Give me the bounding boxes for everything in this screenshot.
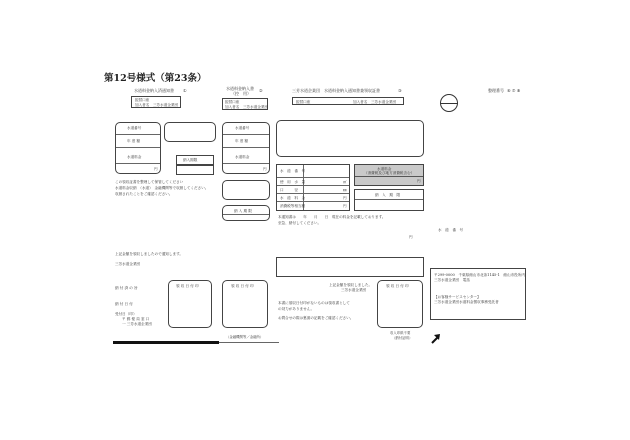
col1-note-3: 収納されたことをご確認ください。	[115, 192, 173, 196]
arrow-icon	[430, 332, 442, 344]
col3-unit-5: 円	[343, 204, 347, 208]
col3-stamp-caption-2: （納付証明）	[392, 336, 413, 340]
col1-header-mark: ①	[183, 88, 187, 93]
col3-stamp-caption-1: 収入印紙不要	[390, 331, 411, 335]
col2-header: 水道料金納入書	[226, 86, 254, 91]
col1-left-panel	[115, 122, 161, 174]
col2-panel	[222, 122, 270, 174]
col2-label-year: 年 度 額	[235, 139, 249, 143]
col4-header: 整理番号	[488, 88, 504, 93]
col2-stamp-box	[222, 280, 268, 328]
col1-label-account: 水道番号	[127, 126, 142, 130]
col1-box-line2: 加入者名 三芳水道企業団	[135, 103, 179, 107]
col3-notice-org: 三芳水道企業団	[341, 288, 367, 292]
col3-yen: 円	[409, 235, 413, 239]
col2-header-sub: （控 用）	[231, 91, 251, 96]
col2-account-box	[222, 98, 268, 110]
col3-unit-2: ㎥	[343, 180, 347, 184]
form-title: 第12号様式（第23条）	[104, 73, 207, 84]
col3-body-2: の効力がありません。	[278, 307, 315, 311]
col1-note-1: この領収証書を整理して保管してください	[115, 180, 184, 184]
col1-due-box	[176, 155, 214, 165]
col3-row-1: 水 道 番 号	[280, 169, 306, 173]
col1-account-box	[131, 96, 181, 108]
col3-note-2: 至急、納付してください。	[278, 221, 322, 225]
col1-box-line1: 振替口座	[135, 98, 150, 102]
col2-box-line2: 加入者名 三芳水道企業団	[225, 105, 269, 109]
col3-body-1: 本書に領収日付印がないものは領収書として	[278, 301, 350, 305]
col1-row-2: 納 付 済 の 旨	[115, 286, 138, 290]
col3-gray-line1: 水道料金	[377, 167, 392, 171]
col1-row-6: 一 三芳水道企業団	[122, 322, 152, 326]
col3-row-2: 使 用 水 量	[280, 180, 306, 184]
col1-stamp-box	[168, 280, 212, 328]
col2-bottom-label: （金融機関等／金融所）	[226, 335, 264, 339]
col2-stamp-label: 領 収 日 付 印	[231, 284, 254, 288]
col3-unit-4: 円	[343, 196, 347, 200]
col4-address-1: 〒299-0000 千葉県館山市北条1145-1 館山市役所内	[434, 273, 525, 277]
col4-center-2: 三芳水道企業団水道料金徴収事務受託者	[434, 300, 499, 304]
col1-due-label: 納入期限	[183, 158, 198, 162]
col3-body-3: お問合せの際は裏面の記載をご確認ください。	[278, 316, 354, 320]
col1-row-4: 受付日（印）	[115, 312, 137, 316]
col3-account-box	[292, 97, 404, 105]
col2-label-account: 水道番号	[235, 126, 250, 130]
col1-notice: 上記金額を領収しましたので通知します。	[115, 252, 183, 256]
col2-header-mark: ②	[259, 88, 263, 93]
col1-right-upper	[164, 122, 216, 142]
punch-hole-circle	[440, 94, 458, 112]
col3-table	[276, 164, 350, 211]
col1-yen: 円	[154, 167, 158, 171]
col2-extra-box	[222, 180, 270, 200]
col3-due-box	[354, 189, 424, 211]
col3-gray-yen: 円	[417, 179, 421, 183]
col1-due-value	[176, 165, 214, 175]
col3-mid-box	[276, 257, 424, 277]
col4-address-box	[430, 268, 526, 320]
bottom-bar	[113, 341, 219, 344]
col3-note-1: 本通知書は 年 月 日 現在の料金を記載しております。	[278, 215, 386, 219]
col1-row-5: 〒 郵 便 局 窓 口	[122, 317, 150, 321]
col1-row-3: 納 付 日 付	[115, 302, 133, 306]
col3-row-3: 口 径	[280, 188, 298, 192]
col3-row-4: 水 道 料 金	[280, 196, 306, 200]
col2-box-line1: 振替口座	[225, 100, 240, 104]
col3-header: 三芳水道企業団 水道料金納入通知書兼領収証書	[292, 88, 380, 93]
col3-stamp-label: 領 収 日 付 印	[386, 284, 409, 288]
col3-header-mark: ③	[398, 88, 402, 93]
col1-stamp-label: 領 収 日 付 印	[176, 284, 199, 288]
col3-box-line1: 振替口座	[296, 99, 311, 104]
col4-address-2: 三芳水道企業団 電話	[434, 278, 470, 282]
col2-yen: 円	[263, 167, 267, 171]
col3-amount-box	[354, 164, 424, 186]
col2-label-amount: 水道料金	[235, 155, 250, 159]
col3-unit-3: ㎜	[343, 188, 347, 192]
col3-gray-line2: （消費税及び地方消費税含む）	[364, 171, 415, 175]
col3-address-box	[276, 120, 424, 157]
col1-org: 三芳水道企業団	[115, 262, 141, 266]
col4-header-marks: ⑥ ⑦ ⑧	[507, 88, 521, 93]
col1-label-amount: 水道料金	[127, 155, 142, 159]
col3-due-label: 納 入 期 限	[375, 193, 401, 197]
col3-notice: 上記金額を領収しました。	[329, 283, 373, 287]
col1-label-year: 年 度 額	[127, 139, 141, 143]
col1-note-2: 水道料金収納 （水道） 金融機関等で収納してください。	[115, 186, 209, 190]
col4-center-1: 【お客様サービスセンター】	[434, 295, 481, 299]
col2-due-box	[222, 205, 270, 221]
col3-stamp-box	[377, 280, 423, 328]
col2-due-label: 納 入 期 限	[234, 209, 252, 213]
col3-row-5: 消費税等相当額	[280, 204, 306, 208]
col3-box-line2: 加入者名 三芳水道企業団	[353, 99, 397, 104]
col3-payer-label: 水 道 番 号	[438, 228, 464, 232]
col1-header: 水道料金納入済通知書	[134, 88, 174, 93]
